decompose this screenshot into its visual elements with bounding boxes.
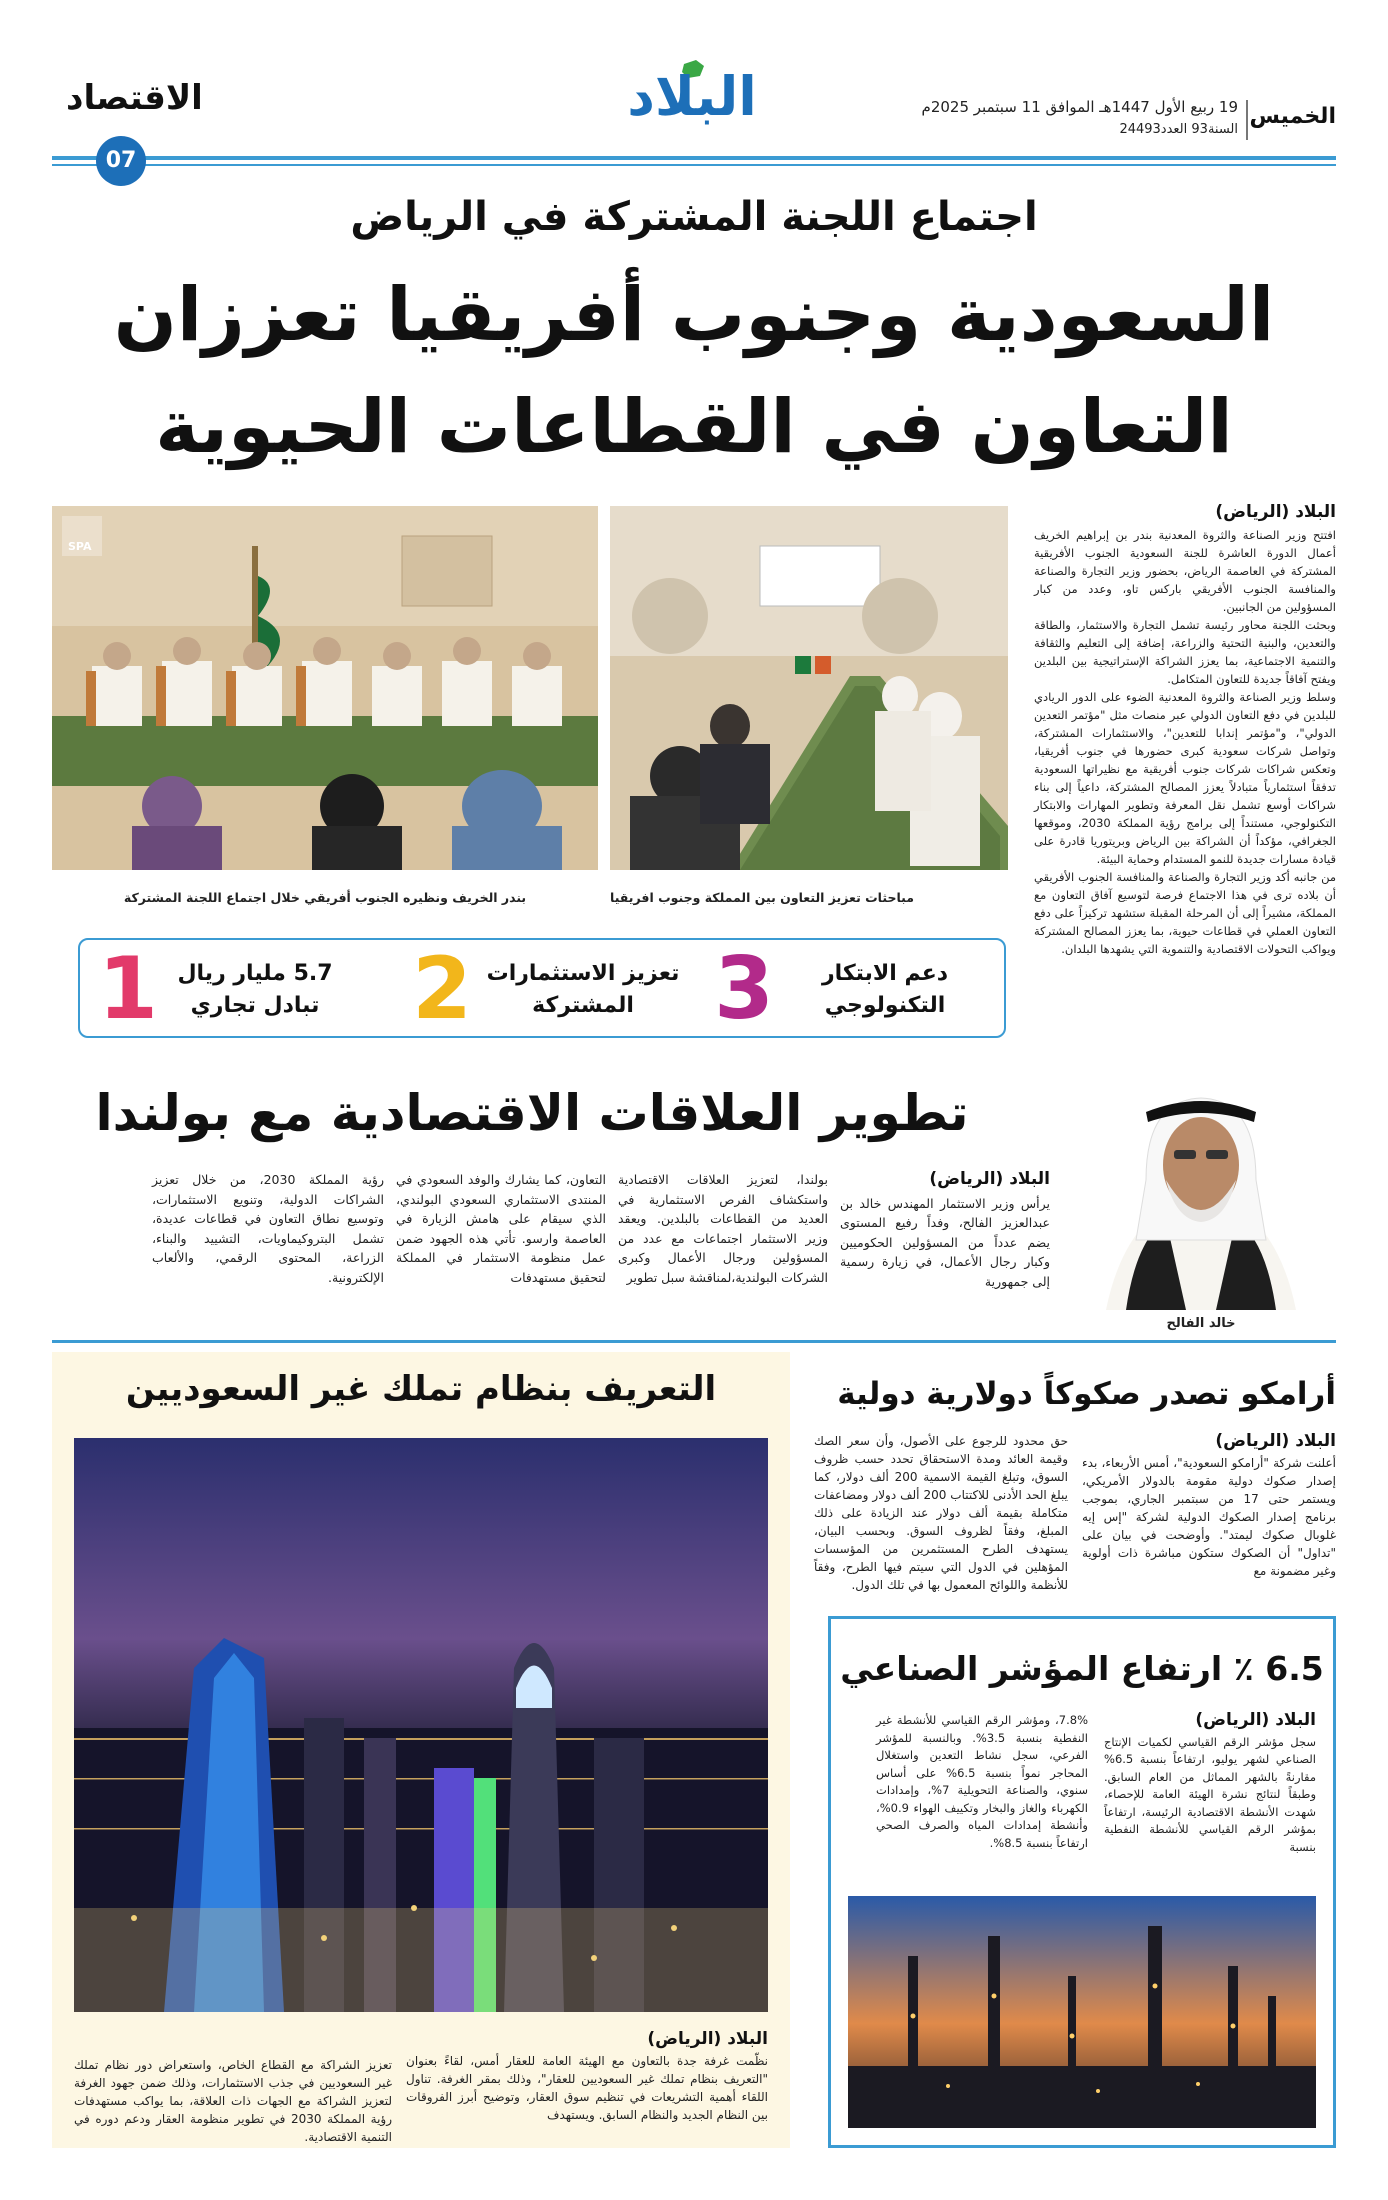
refinery-graphic bbox=[848, 1896, 1316, 2128]
industrial-text: سجل مؤشر الرقم القياسي لكميات الإنتاج الصناعي لشهر يوليو، ارتفاعاً بنسبة 6.5% مقارنةً بالشهر المماثل من العام السابق. وطبقاً لنتائج نشرة الهيئة العامة للإحصاء، شهدت الأنشطة الاقتصادية الرئيسة، ارتفاعاً بمؤشر الرقم القياسي للأنشطة النفطية بنسبة bbox=[1104, 1734, 1316, 1854]
aramco-byline: البلاد (الرياض) bbox=[1215, 1431, 1336, 1451]
property-byline: البلاد (الرياض) bbox=[647, 2029, 768, 2049]
section-title: الاقتصاد bbox=[66, 78, 203, 118]
page-number: 07 bbox=[96, 136, 146, 186]
meeting-photo-graphic bbox=[610, 506, 1008, 870]
poland-column: بولندا، لتعزيز العلاقات الاقتصادية واستكشاف الفرص الاستثمارية في العديد من القطاعات بالبلدين. ويعقد وزير الاستثمار اجتماعات مع عدد من المسؤولين ورجال الأعمال وكبرى الشركات البولندية،لمناقشة سبل تطوير bbox=[618, 1172, 828, 1285]
issue-date: 19 ربيع الأول 1447هـ الموافق 11 سبتمبر 2025م bbox=[921, 98, 1238, 116]
stat-number: 1 bbox=[98, 939, 158, 1039]
poland-text: يرأس وزير الاستثمار المهندس خالد بن عبدالعزيز الفالح، وفداً رفيع المستوى يضم عدداً من المسؤولين الحكوميين وكبار رجال الأعمال، في زيارة رسمية إلى جمهورية bbox=[840, 1195, 1050, 1289]
stat-item bbox=[690, 940, 990, 1040]
industrial-headline: 6.5 ٪ ارتفاع المؤشر الصناعي bbox=[840, 1649, 1324, 1688]
skyline-graphic bbox=[74, 1438, 768, 2012]
issue-number: السنة93 العدد24493 bbox=[1119, 122, 1238, 137]
meeting-photo-left bbox=[52, 506, 598, 870]
lead-paragraph: وسلط وزير الصناعة والثروة المعدنية الضوء على الدور الريادي للبلدين في دفع التعاون الدولي عبر منصات مثل "مؤتمر التعدين الدولي"، و"مؤتمر إندابا للتعدين"، والاستثمارات المشتركة، وتواصل شركات سعودية كبرى حضورها في جنوب أفريقيا، وتعكس شراكات شركات جنوب أفريقية مع نظيراتها السعودية تدفقاً استثمارياً متبادلاً يعزز المصالح المشتركة، داعياً إلى بناء شراكات أوسع تشمل نقل المعرفة وتطوير المهارات والابتكار التكنولوجي، مستنداً إلى برامج رؤية المملكة 2030، وموقعها الجغرافي، مؤكداً أن الشراكة بين الرياض وبريتوريا قادرة على قيادة مسارات جديدة للنمو المستدام وحماية البيئة. bbox=[1034, 690, 1336, 866]
portrait-photo bbox=[1066, 1070, 1336, 1310]
header-rule-thin bbox=[52, 164, 1336, 166]
issue-day: الخميس bbox=[1249, 104, 1336, 129]
stat-label: دعم الابتكار التكنولوجي bbox=[821, 961, 949, 1018]
newspaper-logo[interactable] bbox=[592, 56, 792, 136]
lead-headline-line2: التعاون في القطاعات الحيوية bbox=[155, 384, 1233, 470]
stat-item bbox=[388, 940, 688, 1040]
aramco-column bbox=[1082, 1432, 1336, 1580]
portrait-caption: خالد الفالح bbox=[1166, 1316, 1236, 1331]
property-text: نظّمت غرفة جدة بالتعاون مع الهيئة العامة للعقار أمس، لقاءً بعنوان "التعريف بنظام تملك غير السعوديين للعقار"، وذلك بمقر الغرفة. تناول اللقاء أهمية التشريعات في تنظيم سوق العقار، وتوضيح أبرز الفروقات بين النظام الجديد والنظام السابق. ويستهدف bbox=[406, 2054, 768, 2122]
meeting-photo-right bbox=[610, 506, 1008, 870]
header-rule bbox=[52, 156, 1336, 160]
aramco-headline: أرامكو تصدر صكوكاً دولارية دولية bbox=[837, 1376, 1336, 1412]
aramco-column: حق محدود للرجوع على الأصول، وأن سعر الصك وقيمة العائد ومدة الاستحقاق تحدد حسب ظروف السوق، وتبلغ القيمة الاسمية 200 ألف دولار، كما يبلغ الحد الأدنى للاكتتاب 200 ألف دولار ومضاعفات متكاملة بقيمة ألف دولار عند الزيادة على ذلك المبلغ، وفقاً لظروف السوق. وبحسب البيان، يستهدف الطرح المستثمرين من المؤسسات المؤهلين في الدول التي سيتم فيها الطرح، وفقاً للأنظمة واللوائح المعمول بها في تلك الدول. bbox=[814, 1434, 1069, 1592]
industrial-byline: البلاد (الرياض) bbox=[1195, 1710, 1316, 1730]
lead-article-body bbox=[1034, 502, 1336, 958]
stat-number: 2 bbox=[412, 939, 472, 1039]
aramco-text: أعلنت شركة "أرامكو السعودية"، أمس الأربعاء، بدء إصدار صكوك دولية مقومة بالدولار الأمريكي، ويستمر حتى 17 من سبتمبر الجاري، بموجب برنامج إصدار الصكوك الدولية لشركة "إس إيه غلوبال صكوك ليمتد". وأوضحت في بيان على "تداول" أن الصكوك ستكون مباشرة ذات أولوية وغير مضمونة مع bbox=[1082, 1456, 1336, 1578]
lead-paragraph: وبحثت اللجنة محاور رئيسة تشمل التجارة والاستثمار، والطاقة والتعدين، والبنية التحتية والزراعة، إضافة إلى التعليم والثقافة والتنمية الاجتماعية، بما يعزز الشراكة الإستراتيجية بين البلدين ويفتح آفاقاً جديدة للتعاون المتكامل. bbox=[1034, 618, 1336, 686]
refinery-photo bbox=[848, 1896, 1316, 2128]
poland-column bbox=[840, 1170, 1050, 1291]
lead-byline: البلاد (الرياض) bbox=[1215, 502, 1336, 522]
property-headline: التعريف بنظام تملك غير السعوديين bbox=[125, 1369, 717, 1409]
meeting-photo-graphic bbox=[52, 506, 598, 870]
stat-item bbox=[90, 940, 390, 1040]
stat-number: 3 bbox=[714, 939, 774, 1039]
stat-label: تعزيز الاستثمارات المشتركة bbox=[486, 961, 680, 1018]
poland-column: رؤية المملكة 2030، من خلال تعزيز الشراكات الدولية، وتنويع الاستثمارات، وتوسيع نطاق التعاون في قطاعات عديدة، تشمل البتروكيماويات، التشييد والبناء، الزراعة، المحتوى الرقمي، والألعاب الإلكترونية. bbox=[152, 1172, 384, 1285]
section-divider bbox=[52, 1340, 1336, 1343]
property-column bbox=[406, 2030, 768, 2124]
photo-caption: بندر الخريف ونظيره الجنوب أفريقي خلال اجتماع اللجنة المشتركة bbox=[123, 890, 527, 905]
lead-paragraph: افتتح وزير الصناعة والثروة المعدنية بندر بن إبراهيم الخريف أعمال الدورة العاشرة للجنة السعودية الجنوب الأفريقية المشتركة في العاصمة الرياض، بحضور وزير التجارة والصناعة والمنافسة الجنوب الأفريقي باركس تاو، وعدد من كبار المسؤولين من الجانبين. bbox=[1034, 528, 1336, 614]
poland-byline: البلاد (الرياض) bbox=[929, 1169, 1050, 1189]
header-divider bbox=[1246, 100, 1248, 140]
lead-headline-line1: السعودية وجنوب أفريقيا تعززان bbox=[113, 272, 1275, 358]
masthead bbox=[0, 0, 1388, 175]
poland-headline: تطوير العلاقات الاقتصادية مع بولندا bbox=[95, 1084, 969, 1142]
poland-column: التعاون، كما يشارك والوفد السعودي في المنتدى الاستثماري السعودي البولندي، الذي سيقام على هامش الزيارة في العاصمة وارسو. تأتي هذه الجهود ضمن عمل منظومة الاستثمار في المملكة لتحقيق مستهدفات bbox=[396, 1172, 606, 1285]
industrial-column: 7.8%، ومؤشر الرقم القياسي للأنشطة غير النفطية بنسبة 3.5%. وبالنسبة للمؤشر الفرعي، سجل نشاط التعدين واستغلال المحاجر نمواً بنسبة 6.5% على أساس سنوي، والصناعة التحويلية 7%، وإمدادات الكهرباء والغاز والبخار وتكييف الهواء 0.9%، وأنشطة إمدادات المياه والصرف الصحي ارتفاعاً بنسبة 8.5%. bbox=[876, 1713, 1089, 1850]
logo-text: البلاد bbox=[627, 65, 757, 128]
lead-kicker: اجتماع اللجنة المشتركة في الرياض bbox=[350, 194, 1038, 240]
photo-watermark: SPA bbox=[68, 540, 92, 553]
portrait-graphic bbox=[1066, 1070, 1336, 1310]
property-column: تعزيز الشراكة مع القطاع الخاص، واستعراض دور نظام تملك غير السعوديين في جذب الاستثمارات، وذلك ضمن جهود الغرفة لتعزيز الشراكة مع الجهات ذات العلاقة، بما يواكب مستهدفات رؤية المملكة 2030 في تطوير منظومة العقار ودعم دوره في التنمية الاقتصادية. bbox=[74, 2058, 393, 2144]
stats-bar bbox=[78, 938, 1006, 1038]
industrial-column bbox=[1104, 1712, 1316, 1856]
riyadh-skyline-photo bbox=[74, 1438, 768, 2012]
lead-paragraph: من جانبه أكد وزير التجارة والصناعة والمنافسة الجنوب الأفريقي أن بلاده ترى في هذا الاجتماع فرصة لتوسيع آفاق التعاون مع المملكة، مشيراً إلى أن المرحلة المقبلة ستشهد تركيزاً على دفع التعاون العملي في قطاعات حيوية، بما يعزز المصالح المشتركة ويواكب التحولات الاقتصادية والتنموية التي يشهدها البلدان. bbox=[1034, 870, 1336, 956]
stat-label: 5.7 مليار ريال تبادل تجاري bbox=[177, 961, 333, 1018]
photo-caption: مباحثات تعزيز التعاون بين المملكة وجنوب افريقيا bbox=[610, 890, 915, 905]
